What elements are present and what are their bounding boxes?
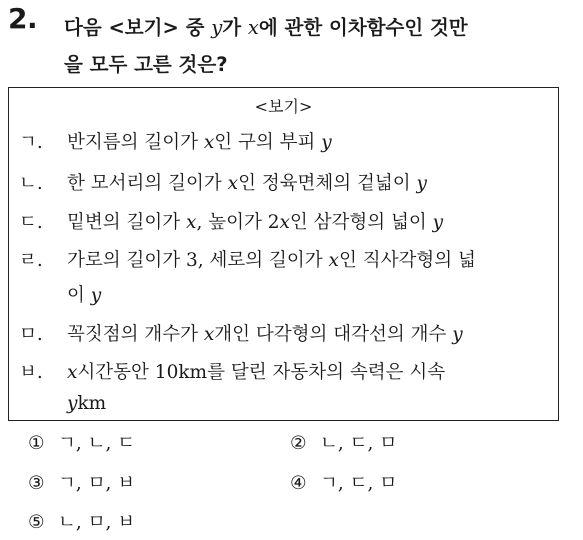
variable-y: y — [67, 393, 78, 414]
choice-text: ㄱ, ㅁ, ㅂ — [58, 473, 136, 494]
item-text: 이 — [67, 285, 91, 306]
item-marker: ㄹ. — [19, 250, 43, 271]
item-text: , 높이가 2 — [196, 212, 280, 233]
bogi-item-rieul — [19, 246, 476, 272]
bogi-item-bieup-continued — [67, 393, 106, 414]
choice-number: ① — [28, 433, 45, 454]
variable-x: x — [186, 212, 197, 233]
item-marker: ㅂ. — [19, 362, 43, 383]
variable-y: y — [321, 132, 332, 153]
bogi-box — [8, 87, 559, 421]
bogi-item-bieup — [19, 358, 445, 384]
item-text: 꼭짓점의 개수가 — [67, 324, 204, 345]
variable-x: x — [67, 362, 78, 383]
bogi-item-mieum — [19, 320, 463, 346]
choice-number: ④ — [290, 473, 307, 494]
bogi-item-digeut — [19, 208, 443, 234]
choice-1[interactable] — [28, 429, 135, 455]
item-text: 인 삼각형의 넓이 — [289, 212, 433, 233]
item-text: 반지름의 길이가 — [67, 132, 204, 153]
item-marker: ㄴ. — [19, 173, 43, 194]
item-text: 개인 다각형의 대각선의 개수 — [214, 324, 453, 345]
item-marker: ㄱ. — [19, 132, 43, 153]
variable-y: y — [90, 285, 102, 306]
variable-x: x — [203, 324, 215, 345]
choice-text: ㄱ, ㄷ, ㅁ — [320, 473, 398, 494]
question-stem-line-1 — [64, 12, 468, 40]
stem-text: 가 — [222, 16, 248, 39]
choice-number: ⑤ — [28, 512, 45, 533]
stem-text: 에 관한 이차함수인 것만 — [258, 16, 468, 39]
stem-text: 다음 <보기> 중 — [64, 16, 212, 39]
variable-x: x — [247, 16, 259, 39]
item-text: 가로의 길이가 3, 세로의 길이가 — [67, 250, 329, 271]
item-text: 한 모서리의 길이가 — [67, 173, 228, 194]
choice-text: ㄴ, ㄷ, ㅁ — [320, 433, 398, 454]
item-text: 시간동안 10km를 달린 자동차의 속력은 시속 — [77, 362, 446, 383]
item-marker: ㅁ. — [19, 324, 43, 345]
item-text: 인 직사각형의 넓 — [338, 250, 476, 271]
choice-3[interactable] — [28, 469, 135, 495]
question-stem-line-2: 을 모두 고른 것은? — [64, 53, 228, 76]
choice-4[interactable] — [290, 469, 397, 495]
bogi-item-nieun — [19, 169, 427, 195]
variable-y: y — [452, 324, 463, 345]
item-text: 밑변의 길이가 — [67, 212, 186, 233]
choice-5[interactable] — [28, 508, 135, 534]
variable-x: x — [203, 132, 215, 153]
choice-number: ② — [290, 433, 307, 454]
variable-y: y — [432, 212, 444, 233]
variable-x: x — [227, 173, 239, 194]
variable-x: x — [328, 250, 339, 271]
bogi-item-rieul-continued — [67, 281, 101, 307]
bogi-item-giyeok — [19, 128, 332, 154]
choice-2[interactable] — [290, 429, 397, 455]
choice-number: ③ — [28, 473, 45, 494]
variable-y: y — [416, 173, 427, 194]
item-text: 인 정육면체의 겉넓이 — [238, 173, 417, 194]
choice-text: ㄴ, ㅁ, ㅂ — [58, 512, 136, 533]
bogi-title: <보기> — [254, 97, 313, 116]
item-marker: ㄷ. — [19, 212, 43, 233]
question-number: 2. — [8, 2, 38, 35]
item-text: km — [77, 393, 107, 414]
item-text: 인 구의 부피 — [214, 132, 322, 153]
choice-text: ㄱ, ㄴ, ㄷ — [58, 433, 136, 454]
variable-y: y — [211, 16, 223, 39]
variable-x: x — [279, 212, 290, 233]
